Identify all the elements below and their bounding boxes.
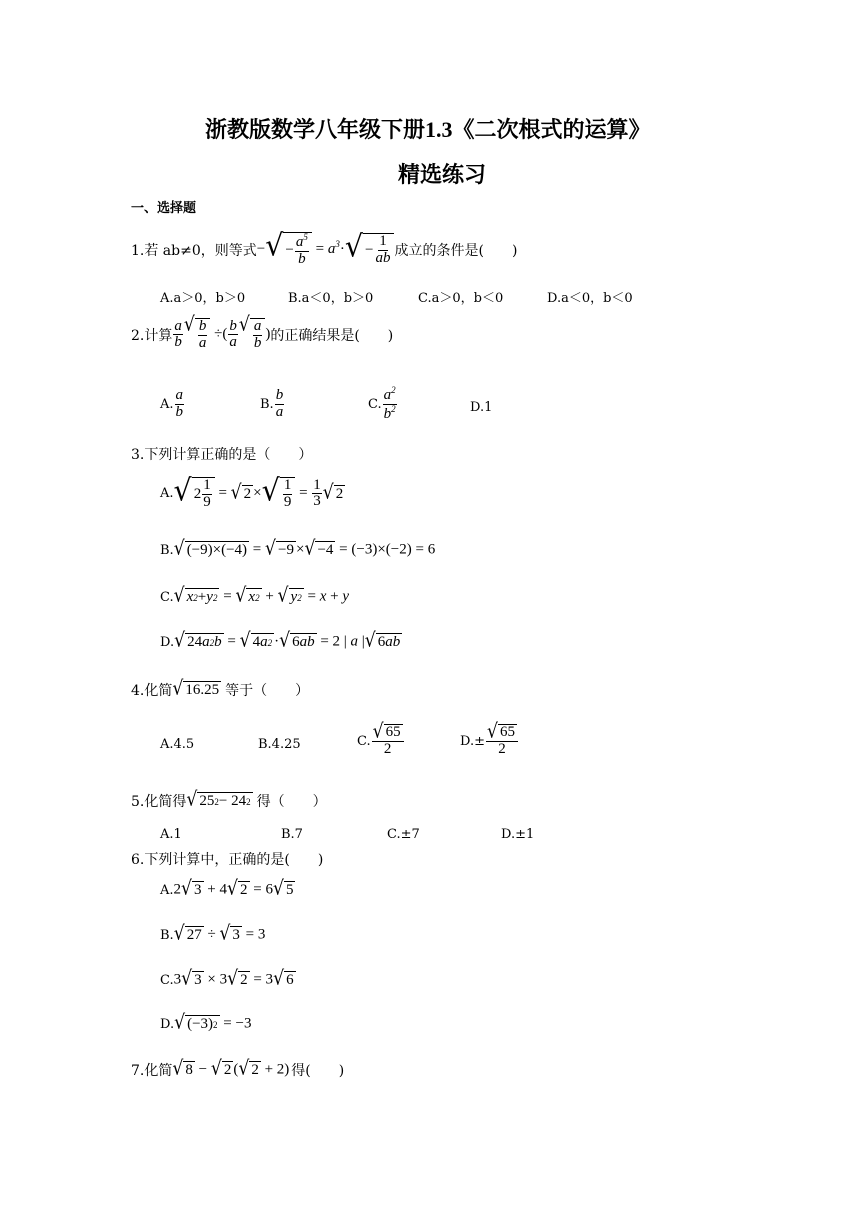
- question-2-suffix: 的正确结果是( ): [270, 327, 394, 344]
- question-6-option-b: B. √ 27 ÷ √ 3 = 3: [160, 922, 266, 946]
- question-1-option-c: C.a＞0，b＜0: [418, 291, 504, 306]
- question-2-expression: $\frac{a}{b}$ √ $\frac{b}{a}$ ÷( $\frac{b}{a}$ √ $\frac{a}{b}$ ): [174, 313, 271, 351]
- question-2-option-a: A. $\frac{a}{b}$: [160, 387, 184, 420]
- option-label: C.: [160, 589, 174, 605]
- question-2: [131, 313, 394, 352]
- question-4-suffix: 等于（ ）: [225, 683, 310, 699]
- question-4-prefix: 4.化简: [131, 683, 173, 699]
- question-7: 7.化简 √ 8 − √ 2 ( √ 2 + 2) 得( ): [131, 1057, 345, 1081]
- question-3-stem: 3.下列计算正确的是（ ）: [131, 447, 313, 463]
- question-1-prefix: 1.若 ab≠0，则等式: [131, 242, 257, 259]
- question-4-option-b: B.4.25: [258, 737, 301, 752]
- question-3-option-a: A. √ 2 $\frac{1}{9}$ = √ 2 × √ $\frac{1}{9}$ = $\frac{1}{3}$ √ 2: [160, 473, 344, 510]
- question-5: 5.化简得 √ 25 2 − 24 2 得（ ）: [131, 788, 327, 812]
- question-1-option-a: A.a＞0，b＞0: [160, 291, 246, 306]
- question-6-option-a: A. 2 √ 3 + 4 √ 2 = 6 √ 5: [160, 877, 294, 901]
- question-1-equation: − √ − $\frac{a^5}{b}$ = $a^3\cdot$ √ − $\frac{1}{ab}$: [257, 232, 395, 268]
- question-7-suffix: 得( ): [291, 1063, 345, 1079]
- option-label: B.: [260, 396, 274, 412]
- page-title: 浙教版数学八年级下册1.3《二次根式的运算》: [205, 117, 651, 142]
- question-3-option-c: C. √ x 2 + y 2 = √ x 2 + √ y 2 = x + y: [160, 584, 349, 608]
- option-label: A.: [160, 882, 174, 898]
- question-4-option-d: D.± √ 65 2: [460, 724, 519, 758]
- question-4-option-a: A.4.5: [160, 737, 195, 752]
- question-5-option-c: C.±7: [387, 827, 420, 842]
- question-1-suffix: 成立的条件是( ): [394, 242, 518, 259]
- option-label: A.: [160, 486, 174, 502]
- question-6-option-c: C. 3 √ 3 × 3 √ 2 = 3 √ 6: [160, 967, 294, 991]
- question-2-option-d: D.1: [470, 400, 493, 415]
- option-label: D.±: [460, 733, 485, 749]
- question-2-prefix: 2.计算: [131, 327, 173, 344]
- question-1-option-b: B.a＜0，b＞0: [288, 291, 374, 306]
- question-5-option-b: B.7: [281, 827, 303, 842]
- question-4-option-c: C. √ 65 2: [357, 724, 405, 758]
- question-4: 4.化简 √ 16.25 等于（ ）: [131, 677, 310, 701]
- question-2-option-c: C. $\frac{a^2}{b^2}$: [368, 385, 396, 422]
- question-3-option-d: D. √ 24 a 2 b = √ 4 a 2 · √ 6 ab = 2 | a | √ 6 ab: [160, 629, 401, 653]
- page-subtitle: 精选练习: [398, 162, 487, 187]
- question-1-option-d: D.a＜0，b＜0: [547, 291, 633, 306]
- option-label: C.: [368, 396, 382, 412]
- question-5-prefix: 5.化简得: [131, 794, 187, 810]
- option-label: D.: [160, 1016, 175, 1032]
- question-1: [131, 227, 518, 268]
- option-label: C.: [160, 972, 174, 988]
- question-5-option-d: D.±1: [501, 827, 535, 842]
- option-label: B.: [160, 542, 174, 558]
- option-label: D.: [160, 634, 175, 650]
- question-7-prefix: 7.化简: [131, 1063, 173, 1079]
- question-3-option-b: B. √ (−9)×(−4) = √ −9 × √ −4 = (−3)×(−2) = 6: [160, 537, 436, 561]
- question-5-option-a: A.1: [160, 827, 182, 842]
- option-label: B.: [160, 927, 174, 943]
- question-6-stem: 6.下列计算中，正确的是( ): [131, 852, 324, 868]
- option-label: A.: [160, 396, 174, 412]
- question-2-option-b: B. $\frac{b}{a}$: [260, 387, 284, 420]
- question-6-option-d: D. √ (−3) 2 = −3: [160, 1011, 252, 1035]
- section-heading: 一、选择题: [131, 201, 197, 216]
- option-label: C.: [357, 733, 371, 749]
- question-5-suffix: 得（ ）: [256, 794, 327, 810]
